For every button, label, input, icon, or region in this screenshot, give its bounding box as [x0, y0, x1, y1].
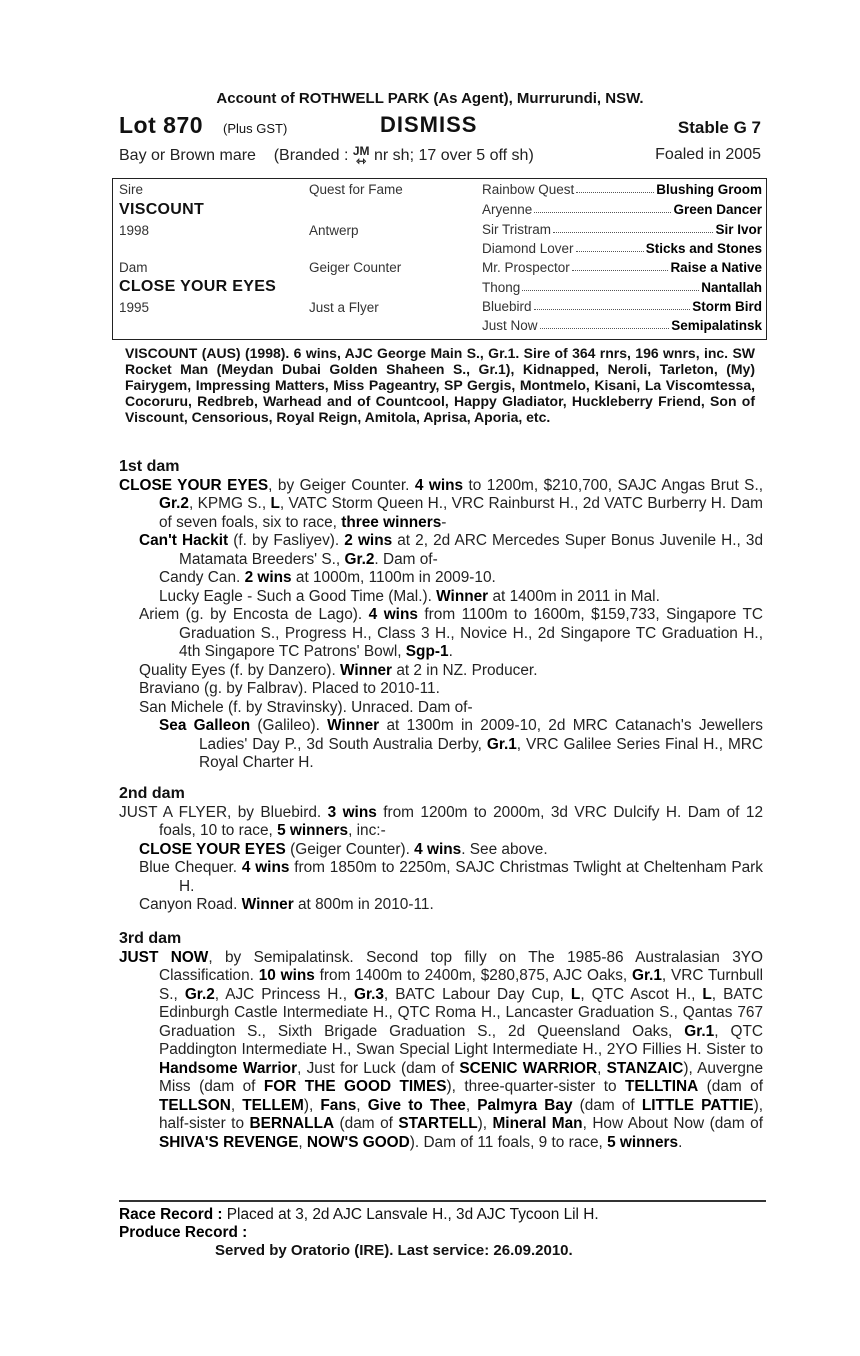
sire-name: VISCOUNT [119, 201, 205, 218]
second-dam-section [119, 785, 763, 915]
bold-fragment: SHIVA'S REVENGE [159, 1133, 299, 1151]
bold-fragment: L [570, 985, 581, 1003]
text-fragment: . [678, 1133, 683, 1151]
bold-fragment: TELLEM [242, 1096, 304, 1114]
text-fragment: ), Auvergne Miss (dam of [159, 1059, 763, 1095]
text-fragment: , BATC Labour Day Cup, [383, 985, 571, 1003]
horse-name: DISMISS [380, 112, 478, 137]
progeny-entry: Ariem (g. by Encosta de Lago). 4 wins from 1100m to 1600m, $159,733, Singapore TC Graduation S., Progress H., Class 3 H., Novice H., 2d Singapore TC Graduation H., 4th Singapore TC Patrons' Bowl, Sgp-1. [139, 606, 763, 660]
grandparent-row: Sir Tristram Sir Ivor [482, 222, 762, 237]
text-fragment: , Just for Luck (dam of [297, 1059, 460, 1077]
progeny-entry: Blue Chequer. 4 wins from 1850m to 2250m, SAJC Christmas Twlight at Cheltenham Park H. [139, 859, 763, 895]
bold-fragment: Gr.1 [631, 967, 662, 984]
progeny-entry: Canyon Road. Winner at 800m in 2010-11. [139, 896, 434, 913]
bold-fragment: 10 wins [258, 967, 315, 984]
progeny-entry: Candy Can. 2 wins at 1000m, 1100m in 2009-10. [159, 569, 496, 586]
sire-label: Sire [119, 182, 144, 197]
foaled-year: Foaled in 2005 [655, 146, 761, 163]
bold-fragment: L [702, 985, 712, 1003]
sire-sire: Quest for Fame [309, 182, 403, 197]
first-dam-section [119, 458, 763, 773]
grandparent-row: Just Now Semipalatinsk [482, 318, 762, 333]
bold-fragment: SCENIC WARRIOR [459, 1059, 598, 1077]
text-fragment: , BATC Edinburgh Castle Intermediate H., QTC Roma H., Lancaster Graduation S., Qantas 767 Graduation S., Sixth Brigade Graduation S., 2d Queensland Oaks, [159, 985, 763, 1040]
text-fragment: ). Dam of 11 foals, 9 to race, [409, 1133, 608, 1151]
dam-dam: Just a Flyer [309, 300, 379, 315]
bold-fragment: Fans [320, 1096, 357, 1114]
text-fragment: , [298, 1133, 307, 1151]
dam-year: 1995 [119, 300, 150, 315]
grandparent-row: Aryenne Green Dancer [482, 202, 762, 217]
bold-fragment: Handsome Warrior [159, 1059, 298, 1077]
third-dam-section [119, 930, 763, 1152]
sire-year: 1998 [119, 223, 150, 238]
third-dam-paragraph [119, 949, 763, 1153]
text-fragment: , [230, 1096, 243, 1114]
bold-fragment: TELLSON [159, 1096, 231, 1114]
grandparent-row: Thong Nantallah [482, 280, 762, 295]
race-record-label: Race Record : [119, 1206, 227, 1223]
bold-fragment: Gr.3 [353, 985, 384, 1003]
bold-fragment: JUST NOW [119, 948, 209, 966]
text-fragment: , by Semipalatinsk. Second top filly on The 1985-86 Australasian 3YO Classification. [159, 948, 763, 984]
dam-name: CLOSE YOUR EYES [119, 278, 277, 295]
first-dam-paragraph: CLOSE YOUR EYES, by Geiger Counter. 4 wins to 1200m, $210,700, SAJC Angas Brut S., Gr.2, KPMG S., L, VATC Storm Queen H., VRC Rainburst H., 2d VATC Burberry H. Dam of seven foals, six to race, three winners- [119, 476, 764, 531]
bold-fragment: FOR THE GOOD TIMES [263, 1078, 447, 1095]
dam-label: Dam [119, 260, 148, 275]
bold-fragment: Gr.1 [684, 1022, 715, 1040]
text-fragment: , [465, 1096, 478, 1114]
bold-fragment: Palmyra Bay [477, 1096, 573, 1114]
text-fragment: from 1400m to 2400m, $280,875, AJC Oaks, [314, 967, 632, 984]
bold-fragment: STANZAIC [606, 1059, 684, 1077]
text-fragment: (dam of [334, 1115, 399, 1132]
produce-record-label: Produce Record : [119, 1224, 248, 1241]
text-fragment: ), half-sister to [159, 1096, 763, 1132]
second-dam-heading: 2nd dam [119, 785, 185, 802]
vendor-account: Account of ROTHWELL PARK (As Agent), Murrurundi, NSW. [216, 90, 644, 107]
bold-fragment: Mineral Man [492, 1115, 583, 1132]
text-fragment: , [597, 1059, 607, 1077]
bold-fragment: TELLTINA [624, 1078, 699, 1095]
grandparent-row: Rainbow Quest Blushing Groom [482, 182, 762, 197]
third-dam-heading: 3rd dam [119, 930, 182, 947]
bold-fragment: Give to Thee [367, 1096, 466, 1114]
service-note: Served by Oratorio (IRE). Last service: 26.09.2010. [215, 1242, 573, 1259]
text-fragment: , [356, 1096, 368, 1114]
progeny-entry: San Michele (f. by Stravinsky). Unraced. Dam of- [139, 698, 473, 716]
text-fragment: , VRC Turnbull S., [159, 967, 763, 1003]
horse-description [119, 146, 761, 168]
lot-number: Lot 870 [119, 112, 204, 138]
lot-gst-note: (Plus GST) [223, 121, 288, 136]
sire-summary: VISCOUNT (AUS) (1998). 6 wins, AJC George Main S., Gr.1. Sire of 364 rnrs, 196 wnrs, inc. SW Rocket Man (Meydan Dubai Golden Shaheen S., Gr.1), Kidnapped, Neroli, Tarleton, (My) Fairygem, Impressing Matters, Miss Pageantry, SP Gergis, Montmelo, Kisani, La Viscomtessa, Cocoruru, Redbreb, Warhead and of Countcool, Happy Gladiator, Huckleberry Friend, Son of Viscount, Censorious, Royal Reign, Amitola, Aprisa, Aporia, etc. [125, 345, 755, 425]
text-fragment: , QTC Ascot H., [580, 985, 703, 1003]
text-fragment: , QTC Paddington Intermediate H., Swan Special Light Intermediate H., 2YO Fillies H. Sister to [159, 1022, 763, 1058]
grandparent-row: Bluebird Storm Bird [482, 299, 762, 314]
grandparent-row: Diamond Lover Sticks and Stones [482, 241, 762, 256]
bold-fragment: 5 winners [607, 1133, 679, 1151]
progeny-entry: Quality Eyes (f. by Danzero). Winner at 2 in NZ. Producer. [139, 661, 538, 679]
first-dam-heading: 1st dam [119, 458, 180, 475]
text-fragment: ), [477, 1115, 493, 1132]
divider [119, 1200, 766, 1202]
race-record [119, 1206, 763, 1242]
second-dam-paragraph: JUST A FLYER, by Bluebird. 3 wins from 1200m to 2000m, 3d VRC Dulcify H. Dam of 12 foals, 10 to race, 5 winners, inc:- [119, 803, 763, 839]
bold-fragment: Gr.2 [184, 985, 215, 1003]
progeny-entry: Braviano (g. by Falbrav). Placed to 2010-11. [139, 680, 440, 697]
sire-dam: Antwerp [309, 223, 359, 238]
bold-fragment: STARTELL [398, 1115, 478, 1132]
text-fragment: ), [303, 1096, 321, 1114]
bold-fragment: BERNALLA [249, 1115, 335, 1132]
lot-header [119, 112, 761, 140]
text-fragment: (dam of [572, 1096, 642, 1114]
description-suffix: nr sh; 17 over 5 off sh) [369, 147, 534, 165]
grandparent-row: Mr. Prospector Raise a Native [482, 260, 762, 275]
dam-sire: Geiger Counter [309, 260, 402, 275]
stable-number: Stable G 7 [677, 118, 761, 137]
text-fragment: , How About Now (dam of [582, 1115, 763, 1132]
text-fragment: (dam of [698, 1078, 764, 1095]
progeny-entry: CLOSE YOUR EYES (Geiger Counter). 4 wins. See above. [139, 840, 548, 858]
progeny-entry: Can't Hackit (f. by Fasliyev). 2 wins at 2, 2d ARC Mercedes Super Bonus Juvenile H., 3d Matamata Breeders' S., Gr.2. Dam of- [139, 532, 764, 568]
progeny-entry: Sea Galleon (Galileo). Winner at 1300m in 2009-10, 2d MRC Catanach's Jewellers Ladies' Day P., 3d South Australia Derby, Gr.1, VRC Galilee Series Final H., MRC Royal Charter H. [159, 717, 763, 771]
bold-fragment: NOW'S GOOD [306, 1133, 410, 1151]
text-fragment: , AJC Princess H., [214, 985, 354, 1003]
bold-fragment: LITTLE PATTIE [641, 1096, 754, 1114]
pedigree-table [112, 178, 767, 340]
progeny-entry: Lucky Eagle - Such a Good Time (Mal.). Winner at 1400m in 2011 in Mal. [159, 587, 660, 605]
brand-mark-icon: JM ⇿ [352, 144, 370, 168]
text-fragment: ), three-quarter-sister to [446, 1078, 625, 1095]
description-prefix: Bay or Brown mare (Branded : [119, 147, 353, 165]
race-record-text: Placed at 3, 2d AJC Lansvale H., 3d AJC Tycoon Lil H. [226, 1206, 599, 1223]
